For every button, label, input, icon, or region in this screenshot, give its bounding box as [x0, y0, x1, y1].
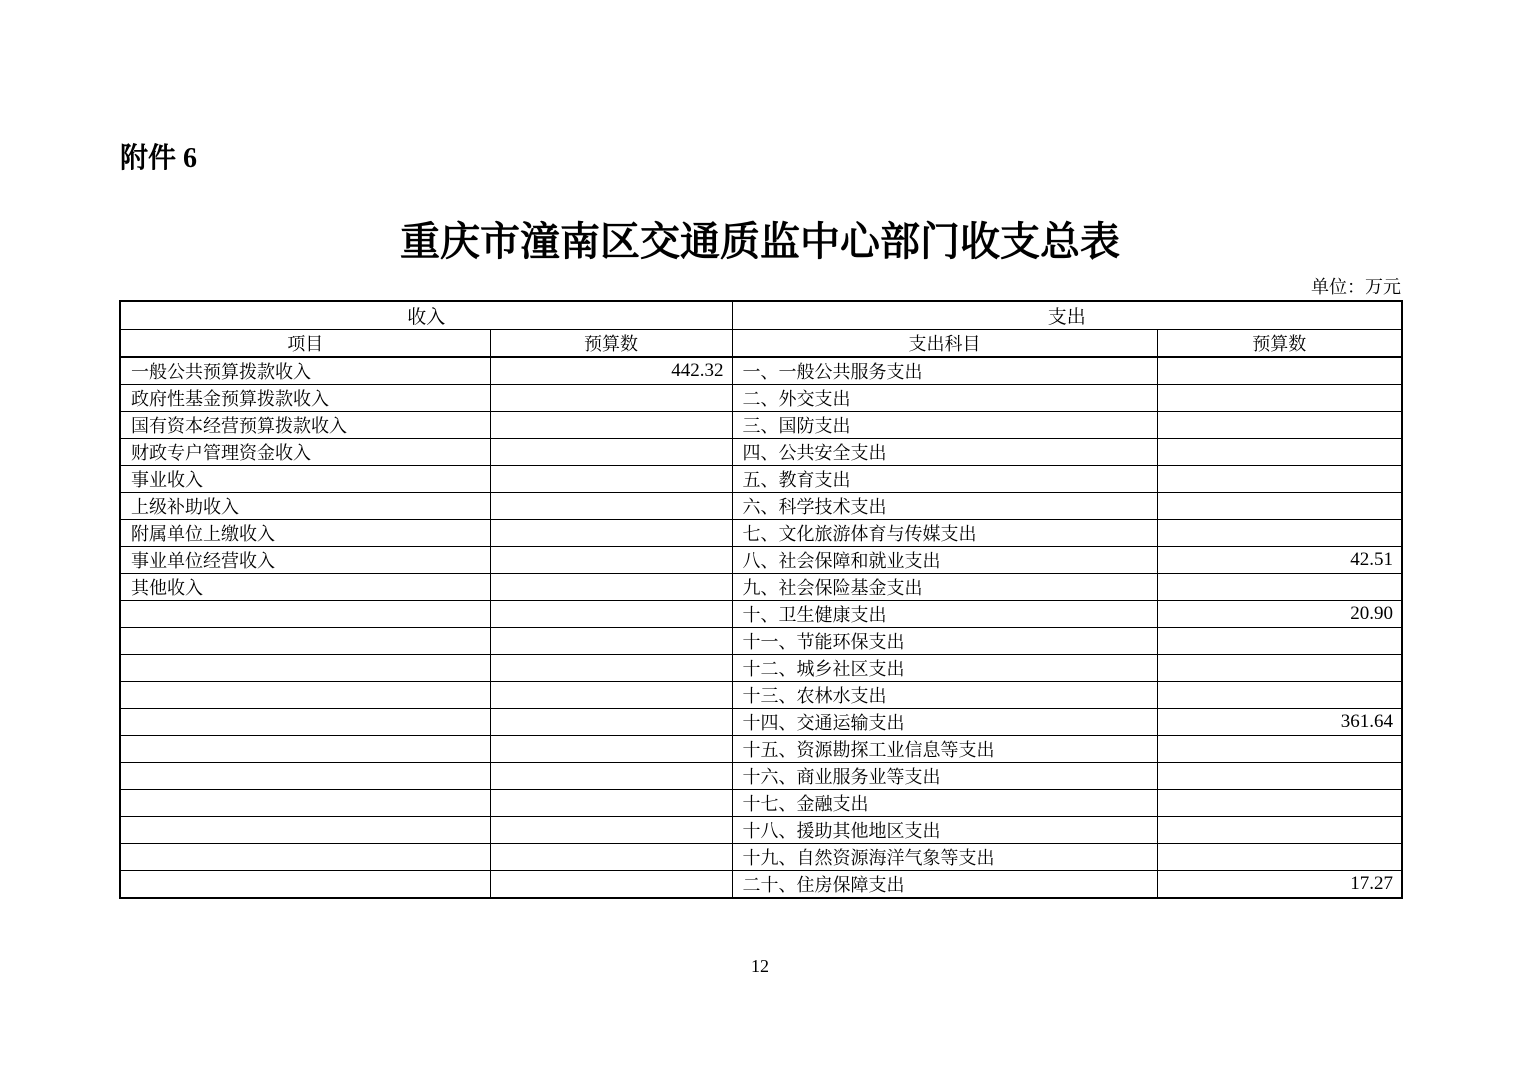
- expenditure-budget-cell: 361.64: [1157, 709, 1402, 736]
- income-budget-column-header: 预算数: [490, 330, 732, 358]
- table-row: [120, 601, 1402, 628]
- expenditure-item-column-header: 支出科目: [732, 330, 1157, 358]
- attachment-label: 附件 6: [120, 143, 198, 174]
- expenditure-budget-cell: [1157, 736, 1402, 763]
- income-item-cell: [120, 628, 490, 655]
- income-item-cell: 国有资本经营预算拨款收入: [120, 412, 490, 439]
- income-item-cell: 事业收入: [120, 466, 490, 493]
- table-row: [120, 493, 1402, 520]
- table-row: [120, 357, 1402, 385]
- income-budget-cell: [490, 736, 732, 763]
- table-row: [120, 871, 1402, 899]
- table-row: [120, 466, 1402, 493]
- table-row: [120, 520, 1402, 547]
- unit-note: 单位：万元: [1311, 277, 1401, 297]
- expenditure-budget-cell: [1157, 520, 1402, 547]
- income-item-cell: [120, 655, 490, 682]
- table-row: [120, 574, 1402, 601]
- income-item-cell: 附属单位上缴收入: [120, 520, 490, 547]
- expenditure-budget-cell: [1157, 817, 1402, 844]
- income-budget-cell: [490, 385, 732, 412]
- income-item-cell: 其他收入: [120, 574, 490, 601]
- table-row: [120, 790, 1402, 817]
- expenditure-item-cell: 八、社会保障和就业支出: [732, 547, 1157, 574]
- expenditure-item-cell: 十四、交通运输支出: [732, 709, 1157, 736]
- table-row: [120, 628, 1402, 655]
- table-row: [120, 682, 1402, 709]
- income-budget-cell: [490, 466, 732, 493]
- expenditure-item-cell: 十五、资源勘探工业信息等支出: [732, 736, 1157, 763]
- expenditure-item-cell: 十一、节能环保支出: [732, 628, 1157, 655]
- expenditure-item-cell: 十七、金融支出: [732, 790, 1157, 817]
- expenditure-item-cell: 十八、援助其他地区支出: [732, 817, 1157, 844]
- income-item-cell: [120, 871, 490, 899]
- expenditure-item-cell: 二十、住房保障支出: [732, 871, 1157, 899]
- income-item-cell: 事业单位经营收入: [120, 547, 490, 574]
- expenditure-budget-cell: [1157, 844, 1402, 871]
- expenditure-item-cell: 七、文化旅游体育与传媒支出: [732, 520, 1157, 547]
- income-item-cell: [120, 736, 490, 763]
- expenditure-item-cell: 五、教育支出: [732, 466, 1157, 493]
- income-budget-cell: [490, 412, 732, 439]
- expenditure-item-cell: 二、外交支出: [732, 385, 1157, 412]
- income-item-cell: [120, 790, 490, 817]
- expenditure-item-cell: 一、一般公共服务支出: [732, 357, 1157, 385]
- table-row: [120, 736, 1402, 763]
- expenditure-budget-cell: [1157, 493, 1402, 520]
- table-row: [120, 844, 1402, 871]
- table-row: [120, 655, 1402, 682]
- expenditure-item-cell: 十、卫生健康支出: [732, 601, 1157, 628]
- income-item-cell: 上级补助收入: [120, 493, 490, 520]
- income-budget-cell: [490, 709, 732, 736]
- expenditure-budget-cell: [1157, 439, 1402, 466]
- expenditure-item-cell: 十六、商业服务业等支出: [732, 763, 1157, 790]
- income-item-cell: [120, 763, 490, 790]
- section-header-row: [120, 301, 1402, 330]
- income-budget-cell: [490, 439, 732, 466]
- income-budget-cell: [490, 574, 732, 601]
- page-number: 12: [751, 956, 769, 976]
- table-row: [120, 385, 1402, 412]
- expenditure-item-cell: 十三、农林水支出: [732, 682, 1157, 709]
- income-budget-cell: [490, 493, 732, 520]
- expenditure-budget-cell: [1157, 763, 1402, 790]
- table-row: [120, 817, 1402, 844]
- income-item-cell: [120, 817, 490, 844]
- expenditure-item-cell: 十九、自然资源海洋气象等支出: [732, 844, 1157, 871]
- expenditure-item-cell: 四、公共安全支出: [732, 439, 1157, 466]
- income-budget-cell: [490, 790, 732, 817]
- income-budget-cell: [490, 655, 732, 682]
- budget-summary-table: [119, 300, 1403, 899]
- income-item-cell: [120, 844, 490, 871]
- expenditure-budget-cell: 17.27: [1157, 871, 1402, 899]
- income-item-cell: 一般公共预算拨款收入: [120, 357, 490, 385]
- expenditure-item-cell: 三、国防支出: [732, 412, 1157, 439]
- income-budget-cell: [490, 763, 732, 790]
- expenditure-budget-cell: [1157, 412, 1402, 439]
- expenditure-budget-cell: [1157, 466, 1402, 493]
- income-budget-cell: [490, 817, 732, 844]
- income-item-cell: 政府性基金预算拨款收入: [120, 385, 490, 412]
- table-row: [120, 547, 1402, 574]
- expenditure-item-cell: 六、科学技术支出: [732, 493, 1157, 520]
- income-budget-cell: [490, 871, 732, 899]
- income-section-header: 收入: [120, 301, 732, 330]
- expenditure-budget-cell: 42.51: [1157, 547, 1402, 574]
- table-row: [120, 439, 1402, 466]
- income-budget-cell: [490, 601, 732, 628]
- expenditure-budget-cell: [1157, 655, 1402, 682]
- income-item-cell: [120, 709, 490, 736]
- expenditure-budget-cell: [1157, 385, 1402, 412]
- income-budget-cell: [490, 682, 732, 709]
- table-body: [120, 357, 1402, 898]
- income-budget-cell: [490, 844, 732, 871]
- table-row: [120, 412, 1402, 439]
- expenditure-budget-cell: [1157, 628, 1402, 655]
- expenditure-budget-column-header: 预算数: [1157, 330, 1402, 358]
- income-budget-cell: [490, 547, 732, 574]
- income-budget-cell: [490, 520, 732, 547]
- column-header-row: [120, 330, 1402, 358]
- expenditure-budget-cell: [1157, 682, 1402, 709]
- expenditure-budget-cell: [1157, 790, 1402, 817]
- expenditure-item-cell: 九、社会保险基金支出: [732, 574, 1157, 601]
- expenditure-budget-cell: [1157, 574, 1402, 601]
- page-title: 重庆市潼南区交通质监中心部门收支总表: [400, 219, 1120, 264]
- table-row: [120, 709, 1402, 736]
- income-item-cell: [120, 601, 490, 628]
- income-item-cell: [120, 682, 490, 709]
- income-budget-cell: 442.32: [490, 357, 732, 385]
- expenditure-item-cell: 十二、城乡社区支出: [732, 655, 1157, 682]
- expenditure-budget-cell: [1157, 357, 1402, 385]
- expenditure-budget-cell: 20.90: [1157, 601, 1402, 628]
- table-row: [120, 763, 1402, 790]
- expenditure-section-header: 支出: [732, 301, 1402, 330]
- income-budget-cell: [490, 628, 732, 655]
- income-item-column-header: 项目: [120, 330, 490, 358]
- income-item-cell: 财政专户管理资金收入: [120, 439, 490, 466]
